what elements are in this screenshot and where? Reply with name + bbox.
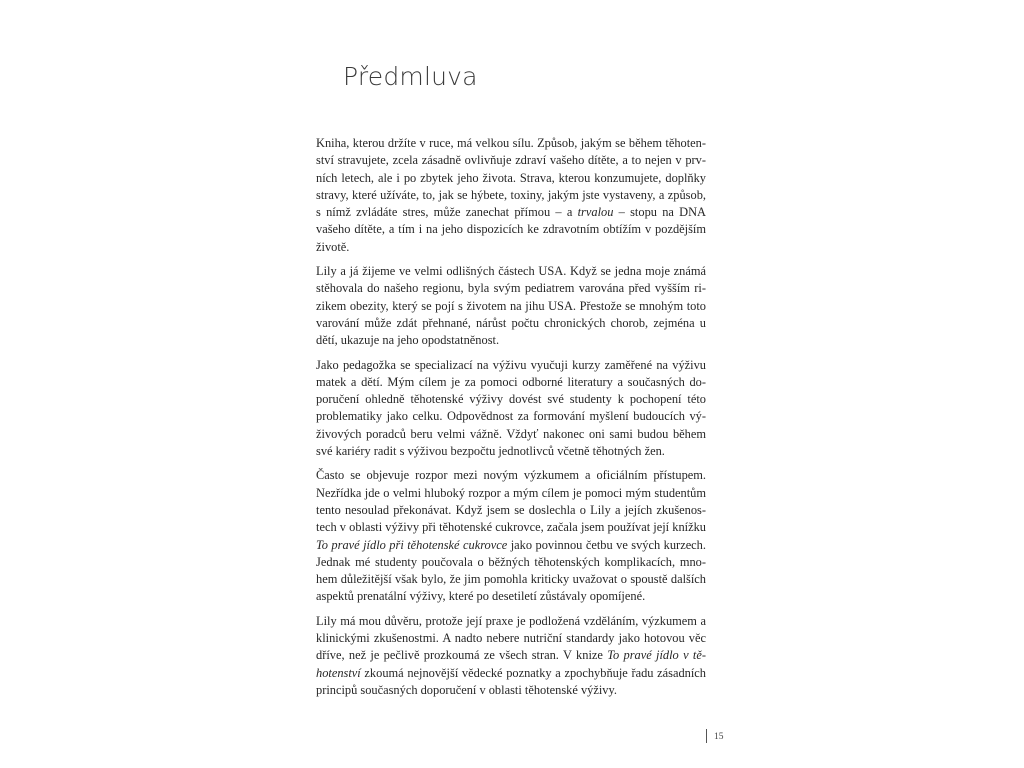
page-number-rule (706, 729, 707, 743)
text-segment: Lily a já žijeme ve velmi odlišných částech USA. Když se jedna moje známá stěhovala do našeho regionu, byla svým pediatrem varována před vyšším rizikem obezity, který se pojí s životem na jihu USA. Přestože se mnohým toto varování může zdát přehnané, nárůst počtu chronických chorob, zejména u dětí, ukazuje na jeho opodstatněnost. (316, 264, 706, 348)
paragraph (316, 357, 706, 461)
text-segment: Často se objevuje rozpor mezi novým výzkumem a oficiálním přístupem. Nezřídka jde o velmi hluboký rozpor a mým cílem je pomoci mým studentům tento nesoulad překonávat. Když jsem se doslechla o Lily a jejích zkušenostech v oblasti výživy při těhotenské cukrovce, začala jsem používat její knížku (316, 468, 706, 535)
text-segment: – stopu na DNA vašeho dítěte, a tím i na jeho dispozicích ke zdravotním obtížím v pozdějším životě. (316, 205, 706, 254)
italic-text: trvalou (577, 205, 614, 220)
text-segment: Lily má mou důvěru, protože její praxe je podložená vzděláním, výzkumem a klinickými zkušenostmi. A nadto nebere nutriční standardy jako hotovou věc dříve, než je pečlivě prozkoumá ze všech stran. V knize (316, 613, 706, 663)
paragraph (316, 263, 706, 349)
italic-text: To pravé jídlo v těhotenství (316, 648, 706, 680)
text-segment: Jako pedagožka se specializací na výživu vyučuji kurzy zaměřené na výživu matek a dětí. Mým cílem je za pomoci odborné literatury a současných doporučení ohledně těhotenské výživy dovést své studenty k pochopení této problematiky jako celku. Odpovědnost za formování myšlení budoucích výživových poradců beru velmi vážně. Vždyť nakonec oni sami budou během své kariéry radit s výživou bezpočtu jednotlivců včetně těhotných žen. (316, 357, 706, 459)
body-text (316, 135, 706, 706)
page-title: Předmluva (343, 62, 478, 91)
paragraph (316, 467, 706, 605)
text-segment: Kniha, kterou držíte v ruce, má velkou sílu. Způsob, jakým se během těhotenství stravujete, zcela zásadně ovlivňuje zdraví vašeho dítěte, a to nejen v prvních letech, ale i po zbytek jeho života. Strava, kterou konzumujete, doplňky stravy, které užíváte, to, jak se hýbete, toxiny, jakým jste vystaveny, a způsob, s nímž zvládáte stres, může zanechat přímou – a (316, 136, 706, 220)
text-segment: zkoumá nejnovější vědecké poznatky a zpochybňuje řadu zásadních principů současných doporučení v oblasti těhotenské výživy. (316, 665, 706, 697)
page-number: 15 (714, 732, 724, 742)
text-segment: jako povinnou četbu ve svých kurzech. Jednak mé studenty poučovala o běžných těhotenských komplikacích, mnohem důležitější však bylo, že jim pomohla kriticky uvažovat o spoustě dalších aspektů prenatální výživy, které po desetiletí zůstávaly opomíjené. (316, 537, 706, 604)
paragraph (316, 613, 706, 699)
italic-text: To pravé jídlo při těhotenské cukrovce (316, 537, 508, 552)
paragraph (316, 135, 706, 256)
